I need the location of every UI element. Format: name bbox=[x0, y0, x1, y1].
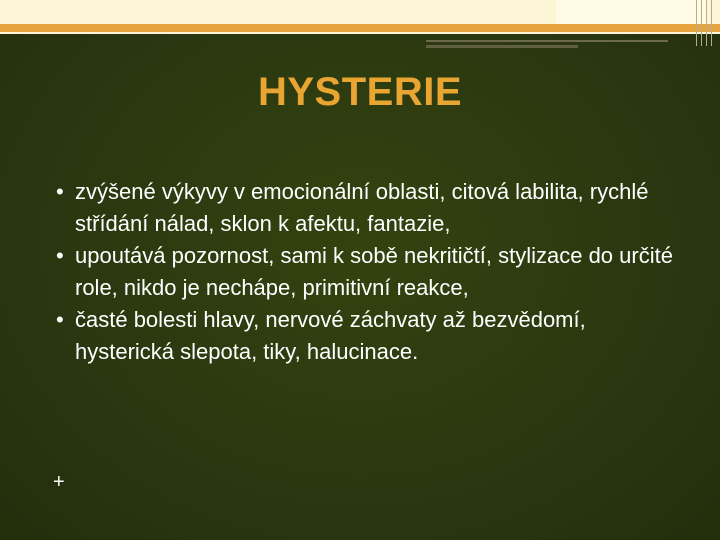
bullet-marker: • bbox=[56, 179, 64, 204]
decorative-underline bbox=[426, 40, 668, 42]
decorative-lines bbox=[692, 0, 720, 46]
bullet-text: upoutává pozornost, sami k sobě nekritičtí, stylizace do určité role, nikdo je nechápe, primitivní reakce, bbox=[75, 243, 673, 300]
bullet-item bbox=[50, 176, 690, 240]
decorative-underline-2 bbox=[426, 45, 578, 48]
accent-stripe bbox=[0, 24, 720, 32]
bullet-item bbox=[50, 304, 690, 368]
footer-plus-mark: + bbox=[53, 471, 65, 493]
bullet-item bbox=[50, 240, 690, 304]
bullet-marker: • bbox=[56, 243, 64, 268]
bullet-text: časté bolesti hlavy, nervové záchvaty až bezvědomí, hysterická slepota, tiky, halucinace. bbox=[75, 307, 586, 364]
bullet-list bbox=[50, 176, 690, 368]
bullet-text: zvýšené výkyvy v emocionální oblasti, citová labilita, rychlé střídání nálad, sklon k afektu, fantazie, bbox=[75, 179, 649, 236]
slide-title: HYSTERIE bbox=[257, 70, 463, 114]
top-band-highlight bbox=[556, 0, 706, 24]
bullet-marker: • bbox=[56, 307, 64, 332]
